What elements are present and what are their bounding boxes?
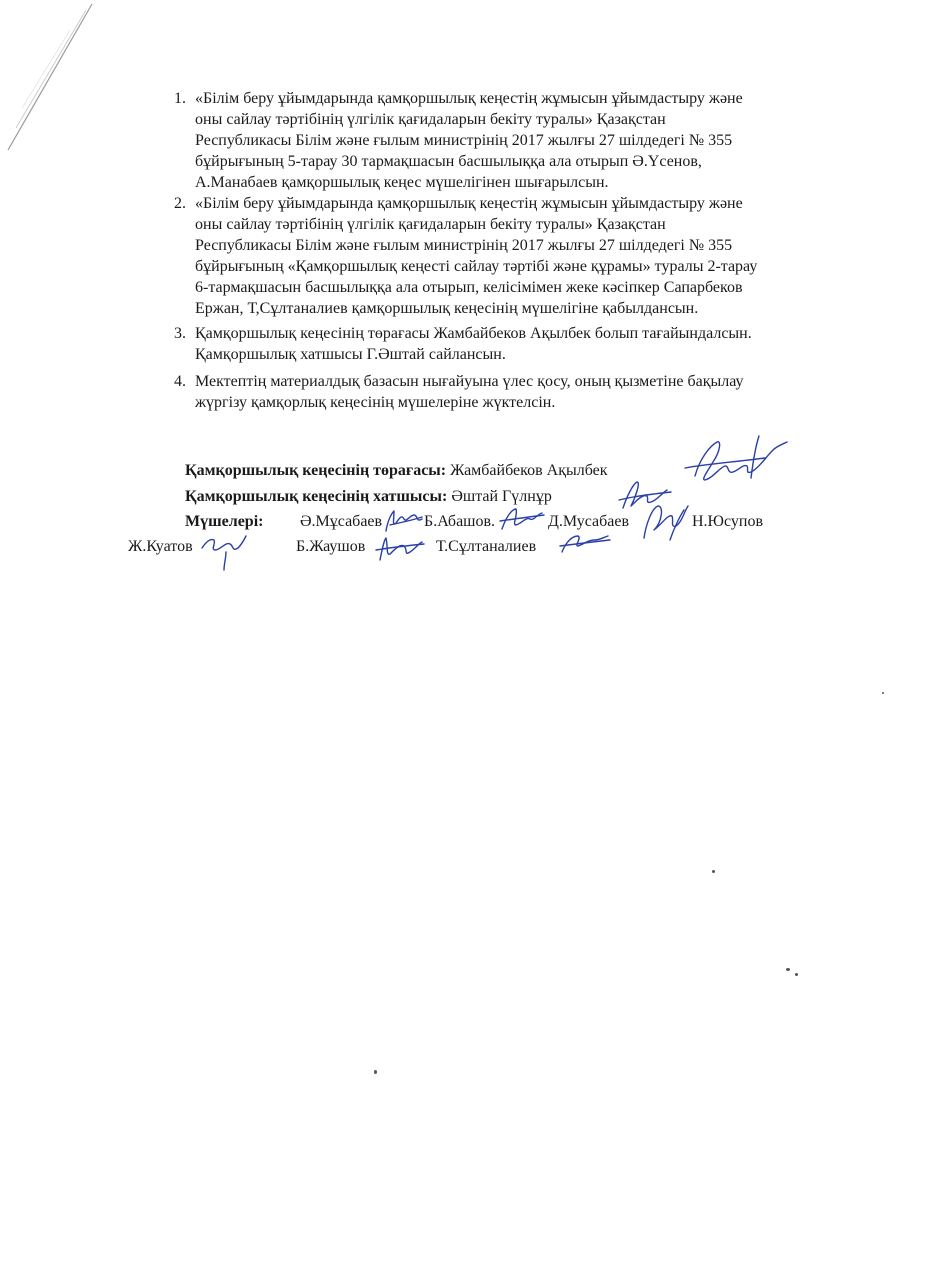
member-name: Д.Мусабаев [548,513,630,530]
item-line: Қамқоршылық кеңесінің төрағасы Жамбайбеков Ақылбек болып тағайындалсын. [195,325,752,342]
members-label: Мүшелері: [185,513,264,530]
item-line: Республикасы Білім және ғылым министрінің 2017 жылғы 27 шілдедегі № 355 [195,237,733,254]
scan-speck [882,692,884,694]
scan-speck [712,870,715,873]
scan-speck [374,1070,377,1074]
item-line: бұйрығының 5-тарау 30 тармақшасын басшылыққа ала отырып Ә.Үсенов, [195,153,702,170]
member-name: Б.Жаушов [296,538,366,555]
secretary-label: Қамқоршылық кеңесінің хатшысы: [185,488,448,505]
item-line: 6-тармақшасын басшылыққа ала отырып, келісімімен жеке кәсіпкер Сапарбеков [195,279,743,296]
item-line: оны сайлау тәртібінің үлгілік қағидаларын бекіту туралы» Қазақстан [195,111,666,128]
item-number: 2. [174,195,186,212]
item-line: Мектептің материалдық базасын нығайуына үлес қосу, оның қызметіне бақылау [195,373,744,390]
item-line: Қамқоршылық хатшысы Г.Әштай сайлансын. [195,346,506,363]
member-name: Т.Сұлтаналиев [436,538,537,555]
member-name: Н.Юсупов [692,513,764,530]
item-line: оны сайлау тәртібінің үлгілік қағидаларын бекіту туралы» Қазақстан [195,216,666,233]
item-line: бұйрығының «Қамқоршылық кеңесті сайлау тәртібі және құрамы» туралы 2-тарау [195,258,758,275]
item-line: А.Манабаев қамқоршылық кеңес мүшелігінен шығарылсын. [195,174,609,191]
secretary-name: Әштай Гүлнұр [451,488,552,505]
item-number: 1. [174,90,186,107]
member-name: Б.Абашов. [424,513,496,530]
scan-speck [795,973,798,976]
item-line: жүргізу қамқорлық кеңесінің мүшелеріне жүктелсін. [195,394,556,411]
item-line: «Білім беру ұйымдарында қамқоршылық кеңестің жұмысын ұйымдастыру және [195,195,743,212]
member-name: Ә.Мұсабаев [300,513,383,530]
item-number: 4. [174,373,186,390]
scan-speck [786,968,790,971]
item-line: Республикасы Білім және ғылым министрінің 2017 жылғы 27 шілдедегі № 355 [195,132,733,149]
secretary-line [185,488,552,506]
item-number: 3. [174,325,186,342]
item-line: Ержан, Т,Сұлтаналиев қамқоршылық кеңесінің мүшелігіне қабылдансын. [195,300,699,317]
item-line: «Білім беру ұйымдарында қамқоршылық кеңестің жұмысын ұйымдастыру және [195,90,743,107]
member-name: Ж.Куатов [128,538,193,555]
chair-name: Жамбайбеков Ақылбек [450,462,608,479]
signature-block [0,0,930,600]
chair-line [185,462,608,480]
chair-label: Қамқоршылық кеңесінің төрағасы: [185,462,447,479]
